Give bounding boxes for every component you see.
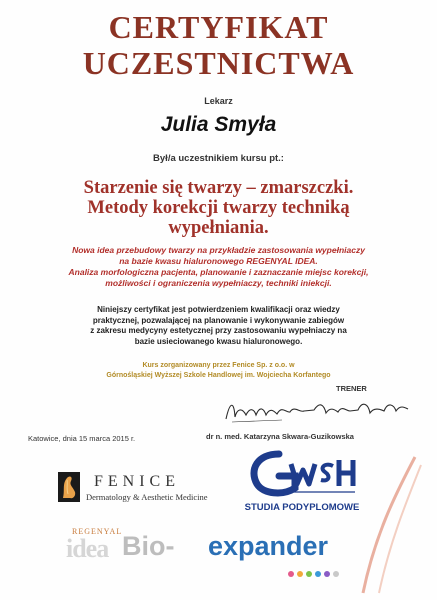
- description-line3: Analiza morfologiczna pacjenta, planowanie i zaznaczanie miejsc korekcji,: [68, 267, 369, 277]
- idea-text: idea: [66, 534, 109, 563]
- participation-text: Był/a uczestnikiem kursu pt.:: [153, 153, 284, 164]
- bio-expander-logo: [60, 521, 390, 591]
- description-line4: możliwości i ograniczenia wypełniaczy, techniki iniekcji.: [105, 278, 332, 288]
- course-title-line1: Starzenie się twarzy – zmarszczki.: [83, 178, 354, 198]
- trainer-signature: [222, 395, 412, 427]
- certificate-title-line1: CERTYFIKAT: [108, 9, 329, 45]
- confirmation-line4: bazie usieciowanego kwasu hialuronowego.: [134, 336, 303, 346]
- gwsh-emblem-icon: [243, 448, 361, 500]
- bio-text: Bio-: [122, 531, 175, 561]
- organizer-line1: Kurs zorganizowany przez Fenice Sp. z o.o. w: [142, 362, 295, 369]
- expander-text: expander: [208, 531, 329, 561]
- fenice-logo: [56, 470, 206, 506]
- certificate-title-line2: UCZESTNICTWA: [82, 45, 355, 81]
- trainer-label: TRENER: [336, 384, 367, 393]
- participant-name: Julia Smyła: [160, 113, 277, 136]
- fenice-subtitle: Dermatology & Aesthetic Medicine: [86, 492, 208, 502]
- course-title-line3: wypełniania.: [168, 218, 269, 238]
- confirmation-line2: praktycznej, pozwalającej na planowanie i wykonywanie zabiegów: [92, 315, 345, 325]
- place-and-date: Katowice, dnia 15 marca 2015 r.: [28, 434, 136, 443]
- confirmation-line1: Niniejszy certyfikat jest potwierdzeniem kwalifikacji oraz wiedzy: [97, 305, 340, 314]
- regenyal-text: REGENYAL: [72, 527, 123, 536]
- role-label: Lekarz: [204, 96, 233, 106]
- fenice-bird-icon: [58, 472, 80, 502]
- confirmation-line3: z zakresu medycyny estetycznej przy zastosowaniu wypełniaczy na: [90, 326, 347, 335]
- organizer-line2: Górnośląskiej Wyższej Szkole Handlowej im. Wojciecha Korfantego: [106, 372, 331, 379]
- colored-dots-icon: [286, 569, 356, 579]
- fenice-name: FENICE: [94, 473, 180, 490]
- trainer-name: dr n. med. Katarzyna Skwara-Guzikowska: [206, 432, 354, 441]
- description-line1: Nowa idea przebudowy twarzy na przykładzie zastosowania wypełniaczy: [72, 245, 365, 255]
- description-line2: na bazie kwasu hialuronowego REGENYAL IDEA.: [119, 256, 318, 266]
- course-title-line2: Metody korekcji twarzy techniką: [87, 198, 350, 218]
- gwsh-logo: [243, 448, 361, 520]
- gwsh-subtitle: STUDIA PODYPLOMOWE: [244, 502, 360, 513]
